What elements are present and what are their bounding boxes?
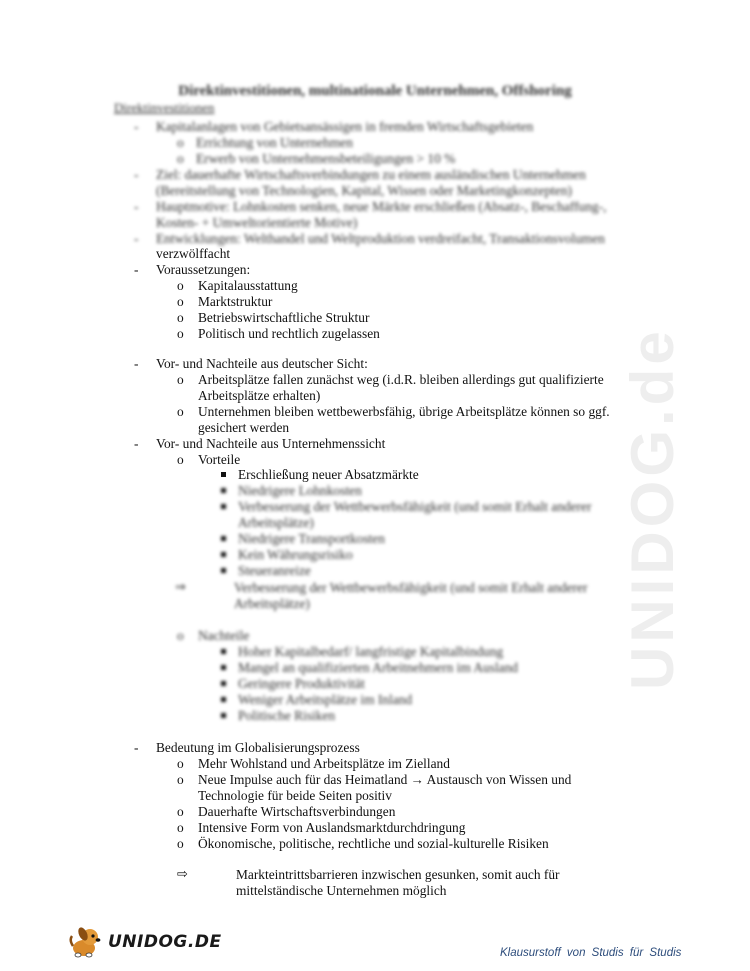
list-item: Unternehmen bleiben wettbewerbsfähig, übrige Arbeitsplätze können so ggf. <box>198 404 610 419</box>
square-bullet <box>221 504 226 509</box>
intro-item-4: Entwicklungen: Welthandel und Weltproduktion verdreifacht, Transaktionsvolumen <box>156 231 605 246</box>
circle-bullet: o <box>177 135 184 150</box>
intro-item-2-cont: (Bereitstellung von Technologien, Kapital, Wissen oder Marketingkonzepten) <box>156 183 573 198</box>
list-item: Betriebswirtschaftliche Struktur <box>198 310 370 325</box>
intro-item-3: Hauptmotive: Lohnkosten senken, neue Märkte erschließen (Absatz-, Beschaffung-, <box>156 199 607 214</box>
list-item: Mehr Wohlstand und Arbeitsplätze im Zielland <box>198 756 450 771</box>
arrow-right-icon: ⇨ <box>177 867 188 882</box>
unternehmenssicht-heading: Vor- und Nachteile aus Unternehmenssicht <box>156 436 386 451</box>
intro-item-3-cont: Kosten- + Umweltorientierte Motive) <box>156 215 358 230</box>
circle-bullet: o <box>177 294 184 309</box>
circle-bullet: o <box>177 820 184 835</box>
circle-bullet: o <box>177 326 184 341</box>
dash-bullet: - <box>134 262 139 277</box>
square-bullet <box>221 472 226 477</box>
list-item: Marktstruktur <box>198 294 273 309</box>
circle-bullet: o <box>177 836 184 851</box>
square-bullet <box>221 649 226 654</box>
dash-bullet: - <box>134 436 139 451</box>
vorteile-label: Vorteile <box>198 452 241 467</box>
nachteil-item: Weniger Arbeitsplätze im Inland <box>238 692 413 707</box>
circle-bullet: o <box>177 804 184 819</box>
list-item-cont: gesichert werden <box>198 420 290 435</box>
list-item: Politisch und rechtlich zugelassen <box>198 326 380 341</box>
nachteil-item: Mangel an qualifizierten Arbeitnehmern im Ausland <box>238 660 519 675</box>
deutsche-sicht-heading: Vor- und Nachteile aus deutscher Sicht: <box>156 356 368 371</box>
list-item: Kapitalausstattung <box>198 278 298 293</box>
unidog-logo[interactable] <box>68 926 222 958</box>
globalisierung-heading: Bedeutung im Globalisierungsprozess <box>156 740 360 755</box>
dog-mascot-icon <box>68 926 102 958</box>
square-bullet <box>221 536 226 541</box>
watermark: UNIDOG.de <box>619 327 686 690</box>
intro-subitem: Erwerb von Unternehmensbeteiligungen > 10 % <box>196 151 456 166</box>
globalisierung-conclusion: Markteintrittsbarrieren inzwischen gesunken, somit auch für <box>236 867 560 882</box>
circle-bullet: o <box>177 310 184 325</box>
circle-bullet: o <box>177 772 184 787</box>
square-bullet <box>221 665 226 670</box>
conclusion-arrow-icon: ⇒ <box>175 580 186 595</box>
circle-bullet: o <box>177 151 184 166</box>
square-bullet <box>221 552 226 557</box>
vorteil-item: Steueranreize <box>238 563 311 578</box>
nachteile-label: Nachteile <box>198 628 250 643</box>
square-bullet <box>221 697 226 702</box>
footer-slogan: Klausurstoff von Studis für Studis <box>500 947 682 959</box>
document-title: Direktinvestitionen, multinationale Unternehmen, Offshoring <box>178 83 572 99</box>
square-bullet <box>221 681 226 686</box>
square-bullet <box>221 568 226 573</box>
list-item: Arbeitsplätze fallen zunächst weg (i.d.R. bleiben allerdings gut qualifizierte <box>198 372 604 387</box>
list-item-cont: Technologie für beide Seiten positiv <box>198 788 392 803</box>
intro-item-2: Ziel: dauerhafte Wirtschaftsverbindungen zu einem ausländischen Unternehmen <box>156 167 586 182</box>
dash-bullet: - <box>134 119 139 134</box>
nachteil-item: Geringere Produktivität <box>238 676 365 691</box>
globalisierung-conclusion-cont: mittelständische Unternehmen möglich <box>236 883 447 898</box>
voraussetzungen-heading: Voraussetzungen: <box>156 262 251 277</box>
list-item-cont: Arbeitsplätze erhalten) <box>198 388 321 403</box>
circle-bullet: o <box>177 278 184 293</box>
nachteil-item: Politische Risiken <box>238 708 336 723</box>
circle-bullet: o <box>177 628 184 643</box>
vorteile-conclusion-cont: Arbeitsplätze) <box>234 596 310 611</box>
continuation-text: verzwölffacht <box>156 246 231 261</box>
vorteil-item: Verbesserung der Wettbewerbsfähigkeit (und somit Erhalt anderer <box>238 499 592 514</box>
vorteil-item: Erschließung neuer Absatzmärkte <box>238 467 419 482</box>
intro-item-1: Kapitalanlagen von Gebietsansässigen in fremden Wirtschaftsgebieten <box>156 119 534 134</box>
list-item: Ökonomische, politische, rechtliche und sozial-kulturelle Risiken <box>198 836 549 851</box>
circle-bullet: o <box>177 404 184 419</box>
circle-bullet: o <box>177 452 184 467</box>
dash-bullet: - <box>134 167 139 182</box>
circle-bullet: o <box>177 756 184 771</box>
dash-bullet: - <box>134 740 139 755</box>
list-item: Neue Impulse auch für das Heimatland → Austausch von Wissen und <box>198 772 572 787</box>
vorteil-item-cont: Arbeitsplätze) <box>238 515 314 530</box>
square-bullet <box>221 488 226 493</box>
vorteil-item: Niedrigere Transportkosten <box>238 531 385 546</box>
dash-bullet: - <box>134 199 139 214</box>
list-item: Dauerhafte Wirtschaftsverbindungen <box>198 804 396 819</box>
vorteile-conclusion: Verbesserung der Wettbewerbsfähigkeit (und somit Erhalt anderer <box>234 580 588 595</box>
dash-bullet: - <box>134 356 139 371</box>
logo-text: UNIDOG.DE <box>108 932 222 952</box>
list-item: Intensive Form von Auslandsmarktdurchdringung <box>198 820 466 835</box>
circle-bullet: o <box>177 372 184 387</box>
square-bullet <box>221 713 226 718</box>
dash-bullet: - <box>134 231 139 246</box>
section-heading: Direktinvestitionen <box>114 100 215 115</box>
nachteil-item: Hoher Kapitalbedarf/ langfristige Kapitalbindung <box>238 644 504 659</box>
vorteil-item: Kein Währungsrisiko <box>238 547 353 562</box>
vorteil-item: Niedrigere Lohnkosten <box>238 483 362 498</box>
intro-subitem: Errichtung von Unternehmen <box>196 135 353 150</box>
